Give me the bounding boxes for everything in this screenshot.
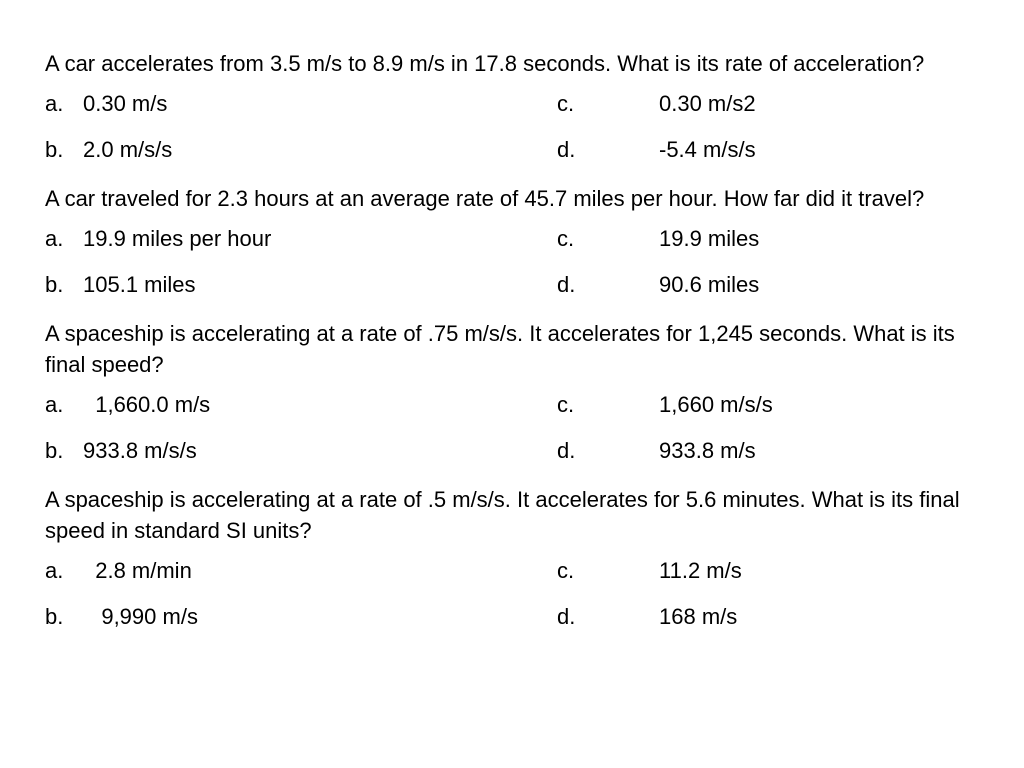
option-letter-c: c. <box>557 226 575 251</box>
option-b: 933.8 m/s/s <box>83 438 197 463</box>
option-b: 2.0 m/s/s <box>83 137 173 162</box>
question-text: A car accelerates from 3.5 m/s to 8.9 m/s in 17.8 seconds. What is its rate of acceleration? <box>45 51 925 76</box>
answer-row-ac <box>45 558 985 592</box>
option-letter-b: b. <box>45 438 64 463</box>
option-a: 1,660.0 m/s <box>83 392 211 417</box>
option-c: 1,660 m/s/s <box>659 392 773 417</box>
option-letter-c: c. <box>557 91 575 116</box>
option-d: 933.8 m/s <box>659 438 756 463</box>
option-letter-b: b. <box>45 604 64 629</box>
answer-row-ac <box>45 91 985 125</box>
option-letter-d: d. <box>557 272 576 297</box>
option-letter-b: b. <box>45 137 64 162</box>
question-block-1 <box>45 48 985 171</box>
option-d: 90.6 miles <box>659 272 760 297</box>
question-text: A spaceship is accelerating at a rate of .75 m/s/s. It accelerates for 1,245 seconds. What is its final speed? <box>45 321 955 377</box>
answer-row-ac <box>45 392 985 426</box>
option-c: 0.30 m/s2 <box>659 91 756 116</box>
question-text: A car traveled for 2.3 hours at an average rate of 45.7 miles per hour. How far did it travel? <box>45 186 925 211</box>
question-block-2 <box>45 183 985 306</box>
option-b: 105.1 miles <box>83 272 196 297</box>
answer-row-bd <box>45 438 985 472</box>
option-a: 0.30 m/s <box>83 91 168 116</box>
option-letter-a: a. <box>45 91 64 116</box>
option-letter-a: a. <box>45 558 64 583</box>
question-block-3 <box>45 318 985 472</box>
option-d: -5.4 m/s/s <box>659 137 756 162</box>
option-letter-b: b. <box>45 272 64 297</box>
option-c: 19.9 miles <box>659 226 760 251</box>
option-letter-a: a. <box>45 392 64 417</box>
option-letter-a: a. <box>45 226 64 251</box>
option-letter-d: d. <box>557 137 576 162</box>
answer-row-ac <box>45 226 985 260</box>
question-block-4 <box>45 484 985 638</box>
option-a: 19.9 miles per hour <box>83 226 272 251</box>
answer-row-bd <box>45 137 985 171</box>
option-d: 168 m/s <box>659 604 738 629</box>
option-letter-d: d. <box>557 438 576 463</box>
option-letter-d: d. <box>557 604 576 629</box>
answer-row-bd <box>45 272 985 306</box>
question-sheet <box>45 48 985 650</box>
option-letter-c: c. <box>557 392 575 417</box>
option-a: 2.8 m/min <box>83 558 192 583</box>
option-letter-c: c. <box>557 558 575 583</box>
answer-row-bd <box>45 604 985 638</box>
option-c: 11.2 m/s <box>659 558 742 583</box>
option-b: 9,990 m/s <box>83 604 198 629</box>
question-text: A spaceship is accelerating at a rate of .5 m/s/s. It accelerates for 5.6 minutes. What is its final speed in standard SI units? <box>45 487 960 543</box>
